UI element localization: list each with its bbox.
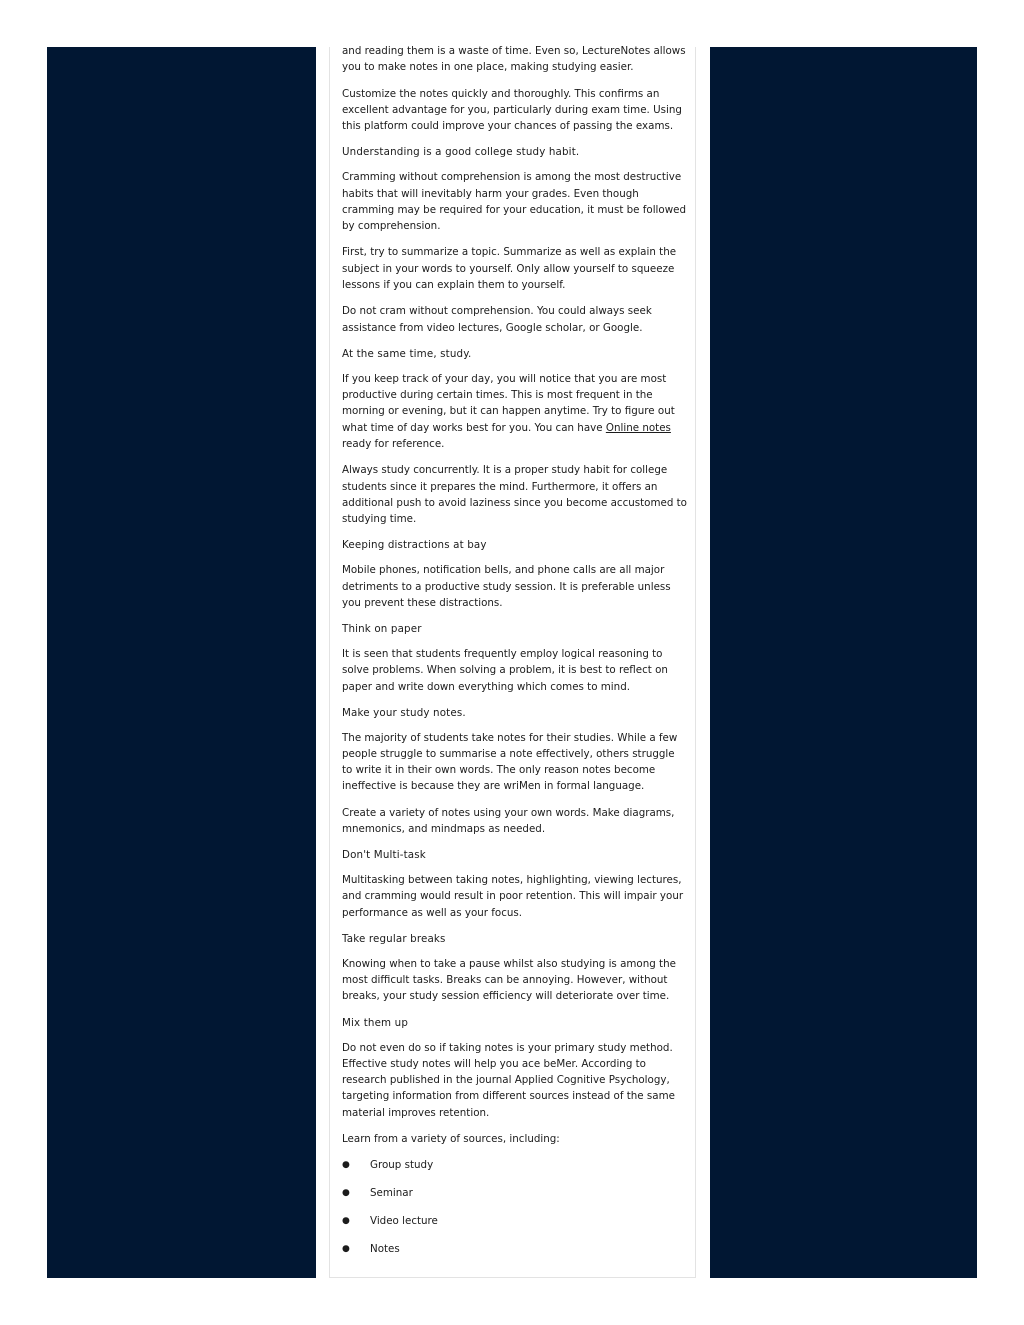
list-item xyxy=(342,1185,687,1201)
paragraph-do-not-cram: Do not cram without comprehension. You could always seek assistance from video lectures, Google scholar, or Google. xyxy=(342,305,652,334)
online-notes-link[interactable]: Online notes xyxy=(605,421,671,434)
paragraph-summarize: First, try to summarize a topic. Summarize as well as explain the subject in your words to yourself. Only allow yourself to squeeze lessons if you can explain them to yourself. xyxy=(342,246,677,292)
sources-list xyxy=(342,1157,687,1257)
paragraph-mix: Do not even do so if taking notes is your primary study method. Effective study notes will help you ace beMer. According to research published in the journal Applied Cognitive Psychology, targeting information from different sources instead of the same material improves retention. xyxy=(342,1041,675,1119)
bullet-icon: ● xyxy=(342,1160,350,1171)
paragraph-intro: and reading them is a waste of time. Even so, LectureNotes allows you to make notes in one place, making studying easier. xyxy=(342,45,686,74)
heading-understanding: Understanding is a good college study habit. xyxy=(342,146,580,159)
bullet-icon: ● xyxy=(342,1244,350,1255)
heading-think-on-paper: Think on paper xyxy=(342,623,422,636)
heading-distractions: Keeping distractions at bay xyxy=(342,539,487,552)
list-item xyxy=(342,1241,687,1257)
bullet-icon: ● xyxy=(342,1188,350,1199)
heading-study-notes: Make your study notes. xyxy=(342,706,466,719)
paragraph-distractions: Mobile phones, notification bells, and phone calls are all major detriments to a productive study session. It is preferable unless you prevent these distractions. xyxy=(342,564,671,609)
paragraph-concurrent: Always study concurrently. It is a proper study habit for college students since it prepares the mind. Furthermore, it offers an additional push to avoid laziness since you become accustomed to studying time. xyxy=(342,464,687,526)
paragraph-learn: Learn from a variety of sources, including: xyxy=(342,1133,560,1146)
bullet-icon: ● xyxy=(342,1216,350,1227)
paragraph-track-day-tail: ready for reference. xyxy=(342,437,445,450)
list-item-label: Group study xyxy=(370,1159,434,1172)
heading-multitask: Don't Multi-task xyxy=(342,849,426,862)
list-item xyxy=(342,1157,687,1173)
list-item-label: Video lecture xyxy=(370,1215,438,1228)
list-item-label: Notes xyxy=(370,1243,400,1256)
article-body xyxy=(342,43,687,1269)
paragraph-track-day xyxy=(342,371,687,452)
paragraph-think-on-paper: It is seen that students frequently employ logical reasoning to solve problems. When solving a problem, it is best to reflect on paper and write down everything which comes to mind. xyxy=(342,647,668,693)
paragraph-breaks: Knowing when to take a pause whilst also studying is among the most difficult tasks. Breaks can be annoying. However, without breaks, your study session efficiency will deteriorate over time. xyxy=(342,957,676,1003)
paragraph-majority: The majority of students take notes for their studies. While a few people struggle to summarise a note effectively, others struggle to write it in their own words. The only reason notes become ineffective is because they are wriMen in formal language. xyxy=(342,731,678,793)
heading-same-time: At the same time, study. xyxy=(342,347,472,360)
paragraph-variety: Create a variety of notes using your own words. Make diagrams, mnemonics, and mindmaps as needed. xyxy=(342,806,675,836)
paragraph-customize: Customize the notes quickly and thoroughly. This confirms an excellent advantage for you, particularly during exam time. Using this platform could improve your chances of passing the exams. xyxy=(342,87,682,133)
heading-breaks: Take regular breaks xyxy=(342,933,446,946)
list-item-label: Seminar xyxy=(370,1187,413,1200)
paragraph-multitask: Multitasking between taking notes, highlighting, viewing lectures, and cramming would result in poor retention. This will impair your performance as well as your focus. xyxy=(342,874,684,919)
list-item xyxy=(342,1213,687,1229)
paragraph-cramming: Cramming without comprehension is among the most destructive habits that will inevitably harm your grades. Even though cramming may be required for your education, it must be followed by comprehension. xyxy=(342,171,687,233)
paragraph-track-day-text: If you keep track of your day, you will notice that you are most productive during certain times. This is most frequent in the morning or evening, but it can happen anytime. Try to figure out what time of day works best for you. You can have xyxy=(342,372,675,434)
heading-mix: Mix them up xyxy=(342,1016,409,1029)
